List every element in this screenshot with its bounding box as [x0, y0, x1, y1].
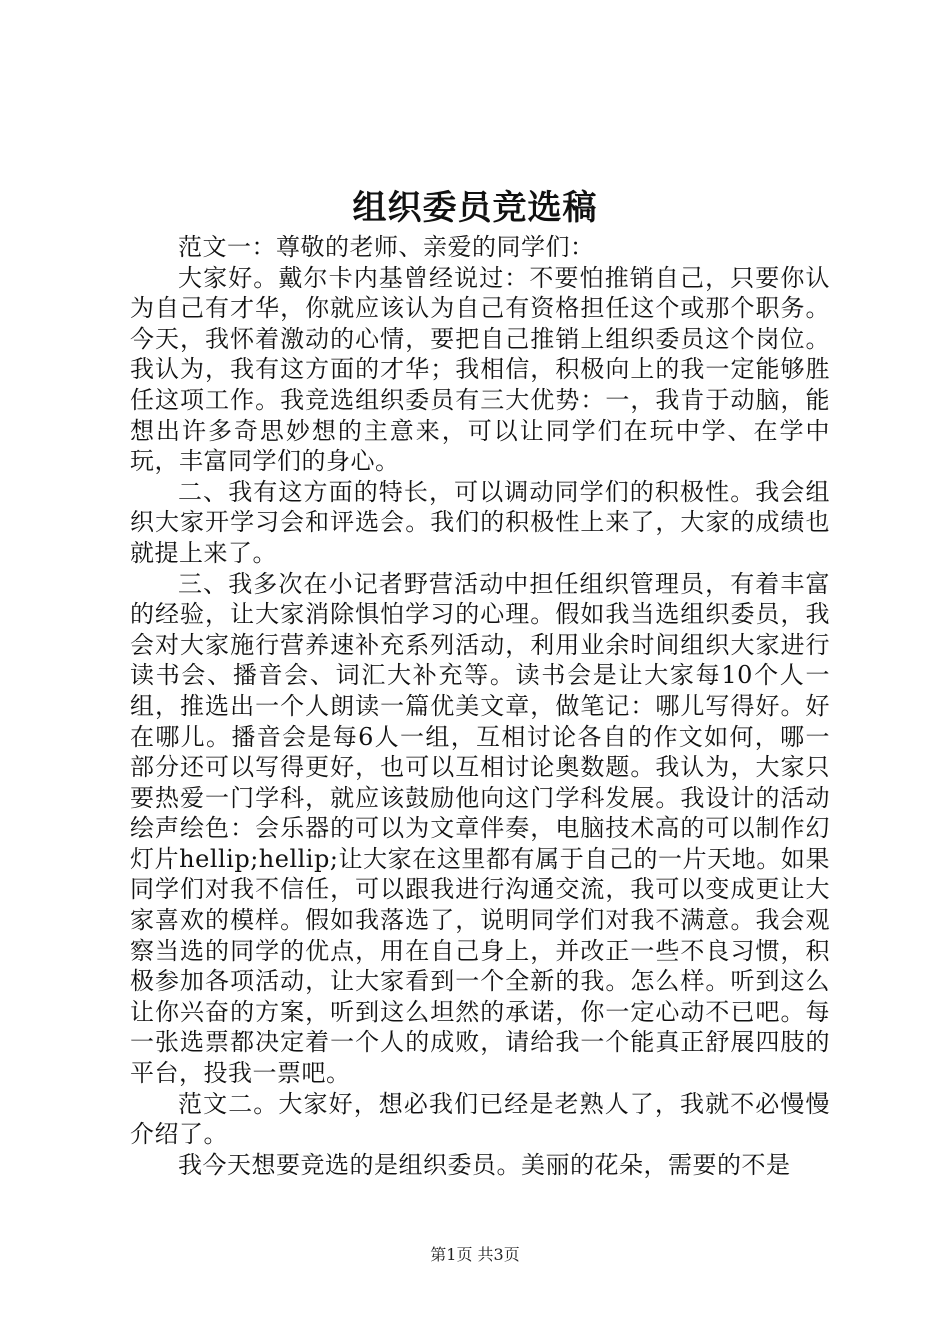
paragraph-2: 大家好。戴尔卡内基曾经说过：不要怕推销自己，只要你认为自己有才华，你就应该认为自己有资格担任这个或那个职务。今天，我怀着激动的心情，要把自己推销上组织委员这个岗位。我认为，我有这方面的才华；我相信，积极向上的我一定能够胜任这项工作。我竞选组织委员有三大优势：一，我肯于动脑，能想出许多奇思妙想的主意来，可以让同学们在玩中学、在学中玩，丰富同学们的身心。 — [130, 263, 830, 476]
paragraph-6: 我今天想要竞选的是组织委员。美丽的花朵，需要的不是 — [178, 1150, 791, 1179]
document-title: 组织委员竞选稿 — [352, 188, 598, 228]
paragraph-3: 二、我有这方面的特长，可以调动同学们的积极性。我会组织大家开学习会和评选会。我们的积极性上来了，大家的成绩也就提上来了。 — [130, 477, 830, 567]
paragraph-1: 范文一：尊敬的老师、亲爱的同学们： — [178, 233, 595, 261]
document-body — [130, 232, 830, 1180]
page-footer: 第1页 共3页 — [430, 1245, 520, 1264]
paragraph-5: 范文二。大家好，想必我们已经是老熟人了，我就不必慢慢介绍了。 — [130, 1089, 830, 1149]
paragraph-4: 三、我多次在小记者野营活动中担任组织管理员，有着丰富的经验，让大家消除惧怕学习的心理。假如我当选组织委员，我会对大家施行营养速补充系列活动，利用业余时间组织大家进行读书会、播音会、词汇大补充等。读书会是让大家每10个人一组，推选出一个人朗读一篇优美文章，做笔记：哪儿写得好。好在哪儿。播音会是每6人一组，互相讨论各自的作文如何，哪一部分还可以写得更好，也可以互相讨论奥数题。我认为，大家只要热爱一门学科，就应该鼓励他向这门学科发展。我设计的活动绘声绘色：会乐器的可以为文章伴奏，电脑技术高的可以制作幻灯片hellip;hellip;让大家在这里都有属于自己的一片天地。如果同学们对我不信任，可以跟我进行沟通交流，我可以变成更让大家喜欢的模样。假如我落选了，说明同学们对我不满意。我会观察当选的同学的优点，用在自己身上，并改正一些不良习惯，积极参加各项活动，让大家看到一个全新的我。怎么样。听到这么让你兴奋的方案，听到这么坦然的承诺，你一定心动不已吧。每一张选票都决定着一个人的成败，请给我一个能真正舒展四肢的平台，投我一票吧。 — [130, 569, 830, 1088]
